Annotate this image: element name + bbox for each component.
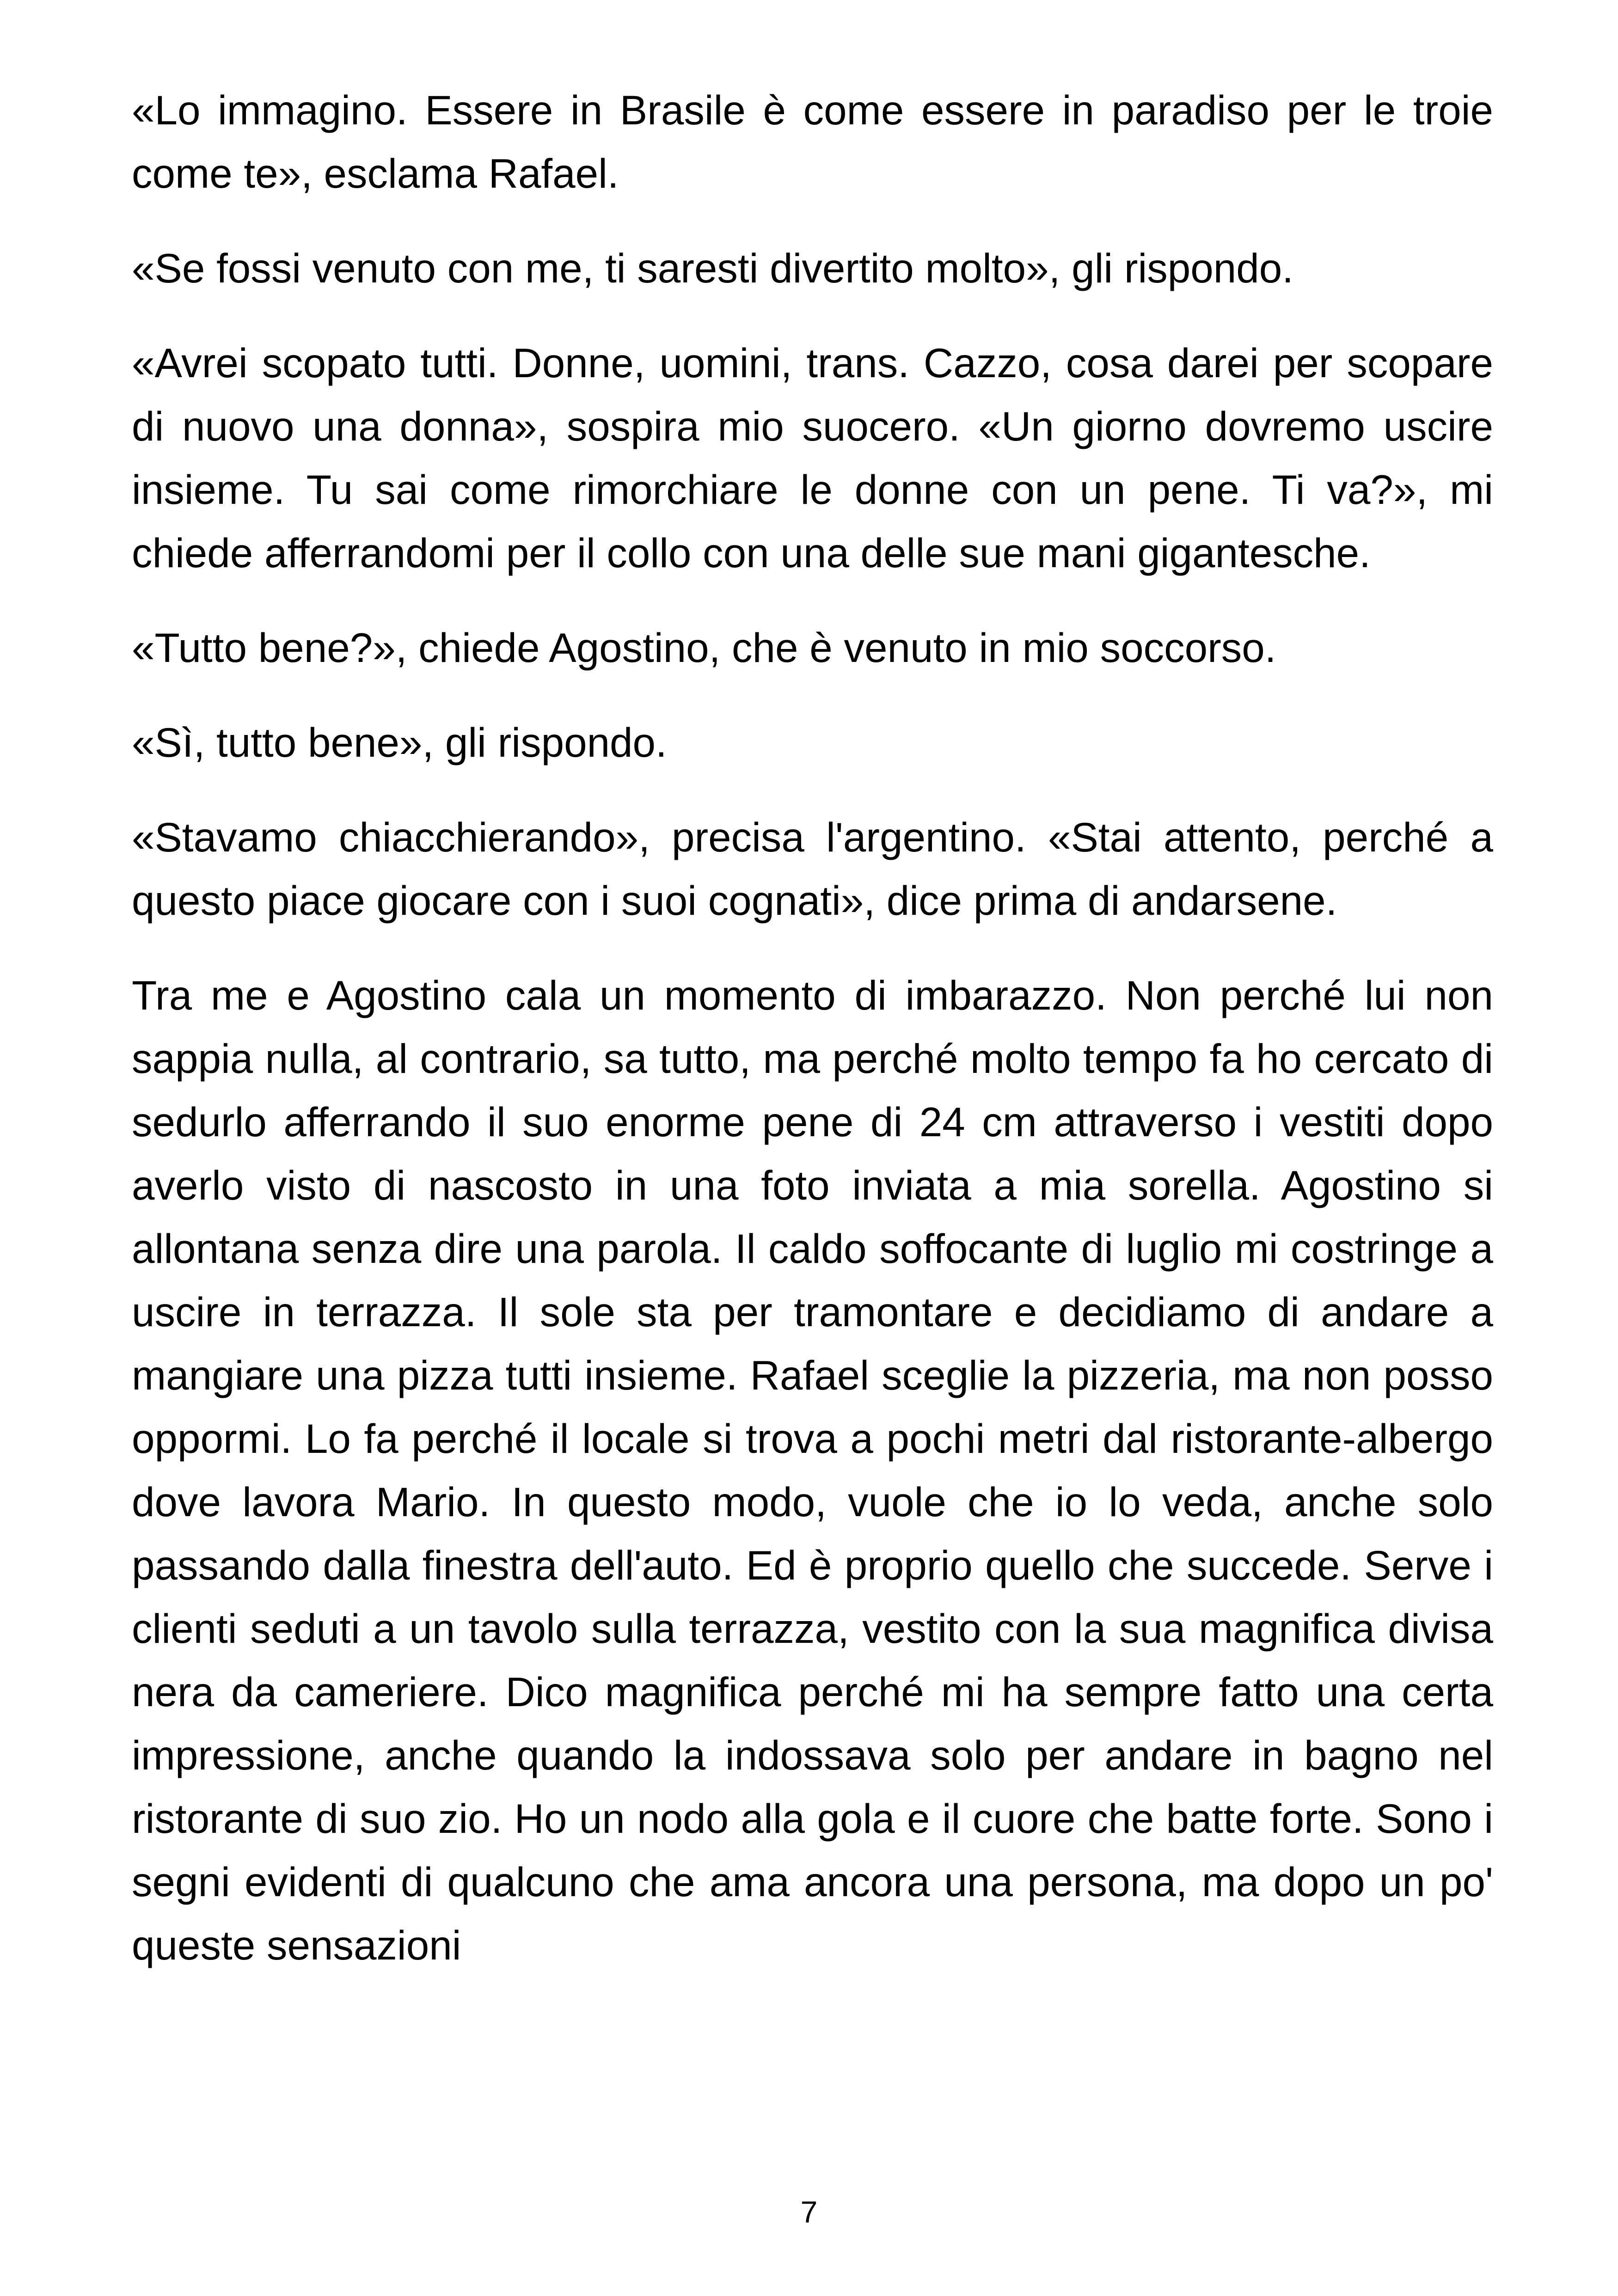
paragraph-4: «Tutto bene?», chiede Agostino, che è venuto in mio soccorso. bbox=[132, 625, 1276, 671]
paragraph-7: Tra me e Agostino cala un momento di imbarazzo. Non perché lui non sappia nulla, al contrario, sa tutto, ma perché molto tempo fa ho cercato di sedurlo afferrando il suo enorme pene di 24 cm attraverso i vestiti dopo averlo visto di nascosto in una foto inviata a mia sorella. Agostino si allontana senza dire una parola. Il caldo soffocante di luglio mi costringe a uscire in terrazza. Il sole sta per tramontare e decidiamo di andare a mangiare una pizza tutti insieme. Rafael sceglie la pizzeria, ma non posso oppormi. Lo fa perché il locale si trova a pochi metri dal ristorante-albergo dove lavora Mario. In questo modo, vuole che io lo veda, anche solo passando dalla finestra dell'auto. Ed è proprio quello che succede. Serve i clienti seduti a un tavolo sulla terrazza, vestito con la sua magnifica divisa nera da cameriere. Dico magnifica perché mi ha sempre fatto una certa impressione, anche quando la indossava solo per andare in bagno nel ristorante di suo zio. Ho un nodo alla gola e il cuore che batte forte. Sono i segni evidenti di qualcuno che ama ancora una persona, ma dopo un po' queste sensazioni bbox=[132, 972, 1493, 1968]
paragraph-6: «Stavamo chiacchierando», precisa l'argentino. «Stai attento, perché a questo piace giocare con i suoi cognati», dice prima di andarsene. bbox=[132, 814, 1493, 924]
paragraph-1: «Lo immagino. Essere in Brasile è come essere in paradiso per le troie come te», esclama Rafael. bbox=[132, 87, 1493, 196]
paragraph-2: «Se fossi venuto con me, ti saresti divertito molto», gli rispondo. bbox=[132, 245, 1293, 291]
page-number: 7 bbox=[800, 2195, 818, 2229]
paragraph-5: «Sì, tutto bene», gli rispondo. bbox=[132, 719, 667, 765]
page-body-text bbox=[132, 79, 1493, 2008]
paragraph-3: «Avrei scopato tutti. Donne, uomini, trans. Cazzo, cosa darei per scopare di nuovo una donna», sospira mio suocero. «Un giorno dovremo uscire insieme. Tu sai come rimorchiare le donne con un pene. Ti va?», mi chiede afferrandomi per il collo con una delle sue mani gigantesche. bbox=[132, 340, 1493, 576]
